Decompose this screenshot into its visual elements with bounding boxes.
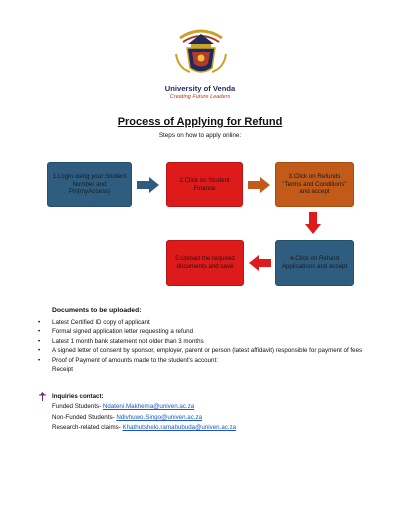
list-item: • Latest Certified ID copy of applicant <box>38 319 150 326</box>
contact-row: Research-related claims- Khathutshelo.ramabubuda@univen.ac.za <box>52 424 237 432</box>
inquiries-section <box>38 392 368 434</box>
email-link[interactable]: Khathutshelo.ramabubuda@univen.ac.za <box>122 424 237 432</box>
page-subtitle: Steps on how to apply online: <box>158 132 242 139</box>
email-link[interactable]: Ndateni.Makhema@univen.ac.za <box>102 403 195 411</box>
page-title: Process of Applying for Refund <box>117 116 283 128</box>
step-1-box: 1.Login using your Student Number and Pin(myAccess) <box>47 162 132 207</box>
contact-row: Non-Funded Students- Ndivhuwo.Singo@univen.ac.za <box>52 413 203 421</box>
list-item: • Formal signed application letter requesting a refund <box>38 328 194 336</box>
receipt-text: Receipt <box>52 366 73 374</box>
arrow-right-icon <box>137 177 159 193</box>
list-item: • A signed letter of consent by sponsor, employer, parent or person (latest affidavit) responsible for payment of fees <box>38 347 363 355</box>
contact-row: Funded Students- Ndateni.Makhema@univen.ac.za <box>52 403 195 411</box>
email-link[interactable]: Ndivhuwo.Singo@univen.ac.za <box>116 413 203 421</box>
step-5-box: 5.Upload the required documents and save <box>166 240 244 286</box>
university-slogan: Creating Future Leaders <box>169 94 231 100</box>
step-3-box: 3.Click on Refunds "Terms and Conditions" and accept <box>275 162 354 207</box>
inquiries-heading: Inquiries contact: <box>38 392 368 402</box>
list-item: • Proof of Payment of amounts made to the student's account: <box>38 356 218 364</box>
step-2-box: 2.Click on Student Finance <box>166 162 243 207</box>
university-logo <box>172 24 230 80</box>
list-item: • Latest 1 month bank statement not older than 3 months <box>38 337 204 345</box>
documents-list <box>38 318 368 374</box>
arrow-right-icon <box>248 177 270 193</box>
documents-heading: Documents to be uploaded: <box>52 307 142 314</box>
arrow-left-icon <box>249 255 271 271</box>
arrow-down-icon <box>305 212 321 234</box>
pin-icon <box>38 392 47 405</box>
university-name: University of Venda <box>164 84 236 93</box>
step-4-box: 4.Click on Refund Applications and accept <box>275 240 354 286</box>
